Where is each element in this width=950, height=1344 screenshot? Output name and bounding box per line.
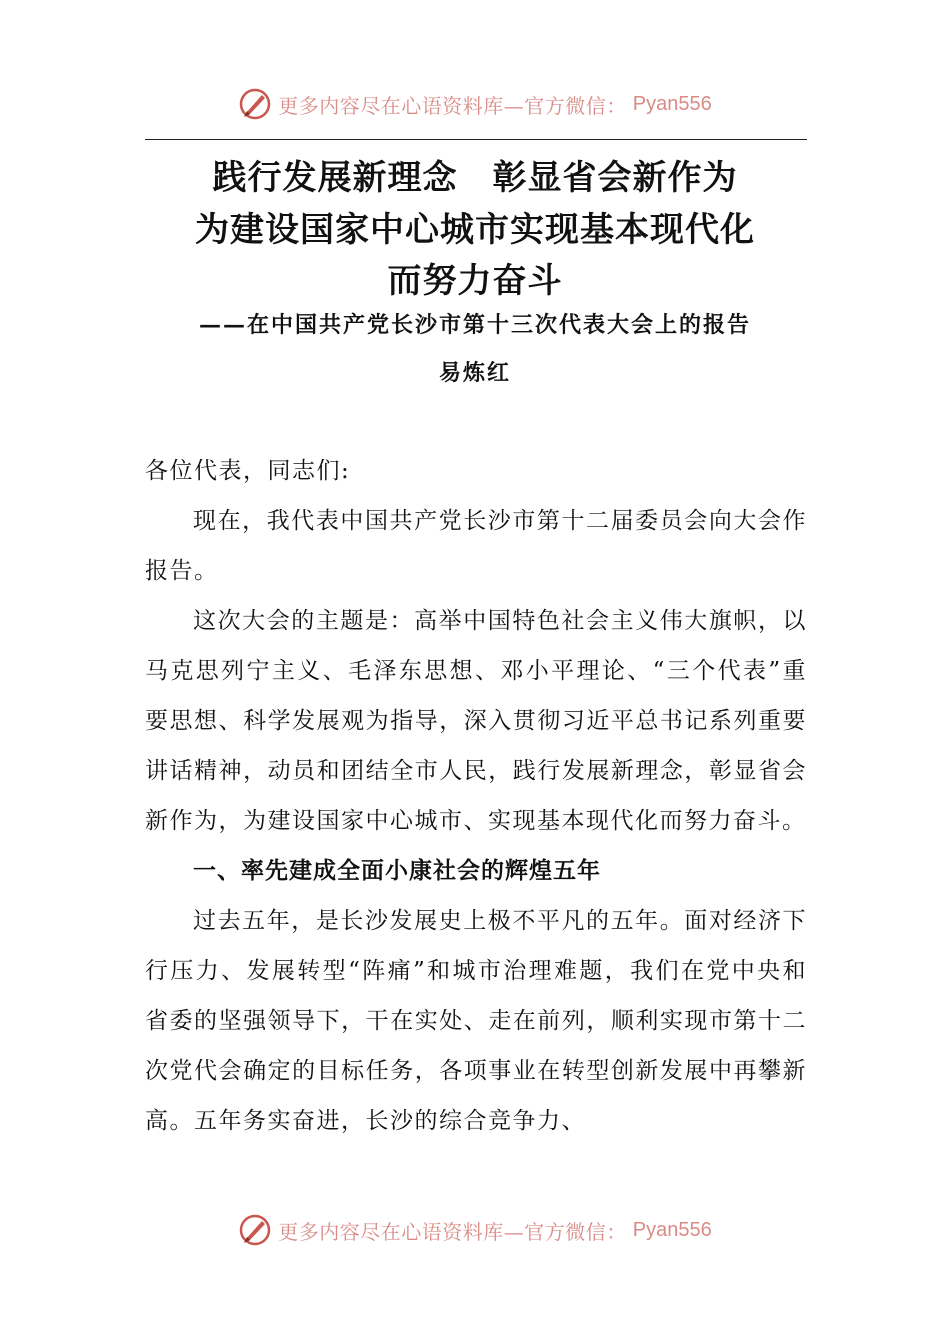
body-paragraph: 这次大会的主题是：高举中国特色社会主义伟大旗帜，以马克思列宁主义、毛泽东思想、邓小平理论、“三个代表”重要思想、科学发展观为指导，深入贯彻习近平总书记系列重要讲话精神，动员和团结全市人民，践行发展新理念，彰显省会新作为，为建设国家中心城市、实现基本现代化而努力奋斗。 — [145, 608, 807, 834]
watermark-text: 更多内容尽在心语资料库—官方微信： — [278, 1219, 627, 1244]
header-watermark — [0, 84, 950, 124]
document-author: 易炼红 — [438, 360, 511, 386]
salutation: 各位代表，同志们: — [145, 458, 351, 484]
watermark-wechat-id: Pyan556 — [632, 92, 712, 115]
section-heading: 一、率先建成全面小康社会的辉煌五年 — [193, 858, 601, 884]
document-body — [145, 446, 807, 1146]
pen-circle-logo-icon — [238, 1213, 272, 1247]
document-title-line-3: 而努力奋斗 — [387, 261, 563, 301]
pen-circle-logo-icon — [238, 87, 272, 121]
watermark-text: 更多内容尽在心语资料库—官方微信： — [278, 93, 627, 118]
body-paragraph: 现在，我代表中国共产党长沙市第十二届委员会向大会作报告。 — [145, 508, 807, 584]
body-paragraph: 过去五年，是长沙发展史上极不平凡的五年。面对经济下行压力、发展转型“阵痛”和城市治理难题，我们在党中央和省委的坚强领导下，干在实处、走在前列，顺利实现市第十二次党代会确定的目标任务，各项事业在转型创新发展中再攀新高。五年务实奋进，长沙的综合竞争力、 — [145, 908, 807, 1134]
watermark-wechat-id: Pyan556 — [632, 1218, 712, 1241]
document-subtitle: ——在中国共产党长沙市第十三次代表大会上的报告 — [198, 312, 751, 338]
document-title-line-2: 为建设国家中心城市实现基本现代化 — [195, 210, 755, 250]
header-divider — [145, 139, 807, 140]
document-title-line-1: 践行发展新理念 彰显省会新作为 — [212, 158, 738, 198]
footer-watermark — [0, 1210, 950, 1250]
